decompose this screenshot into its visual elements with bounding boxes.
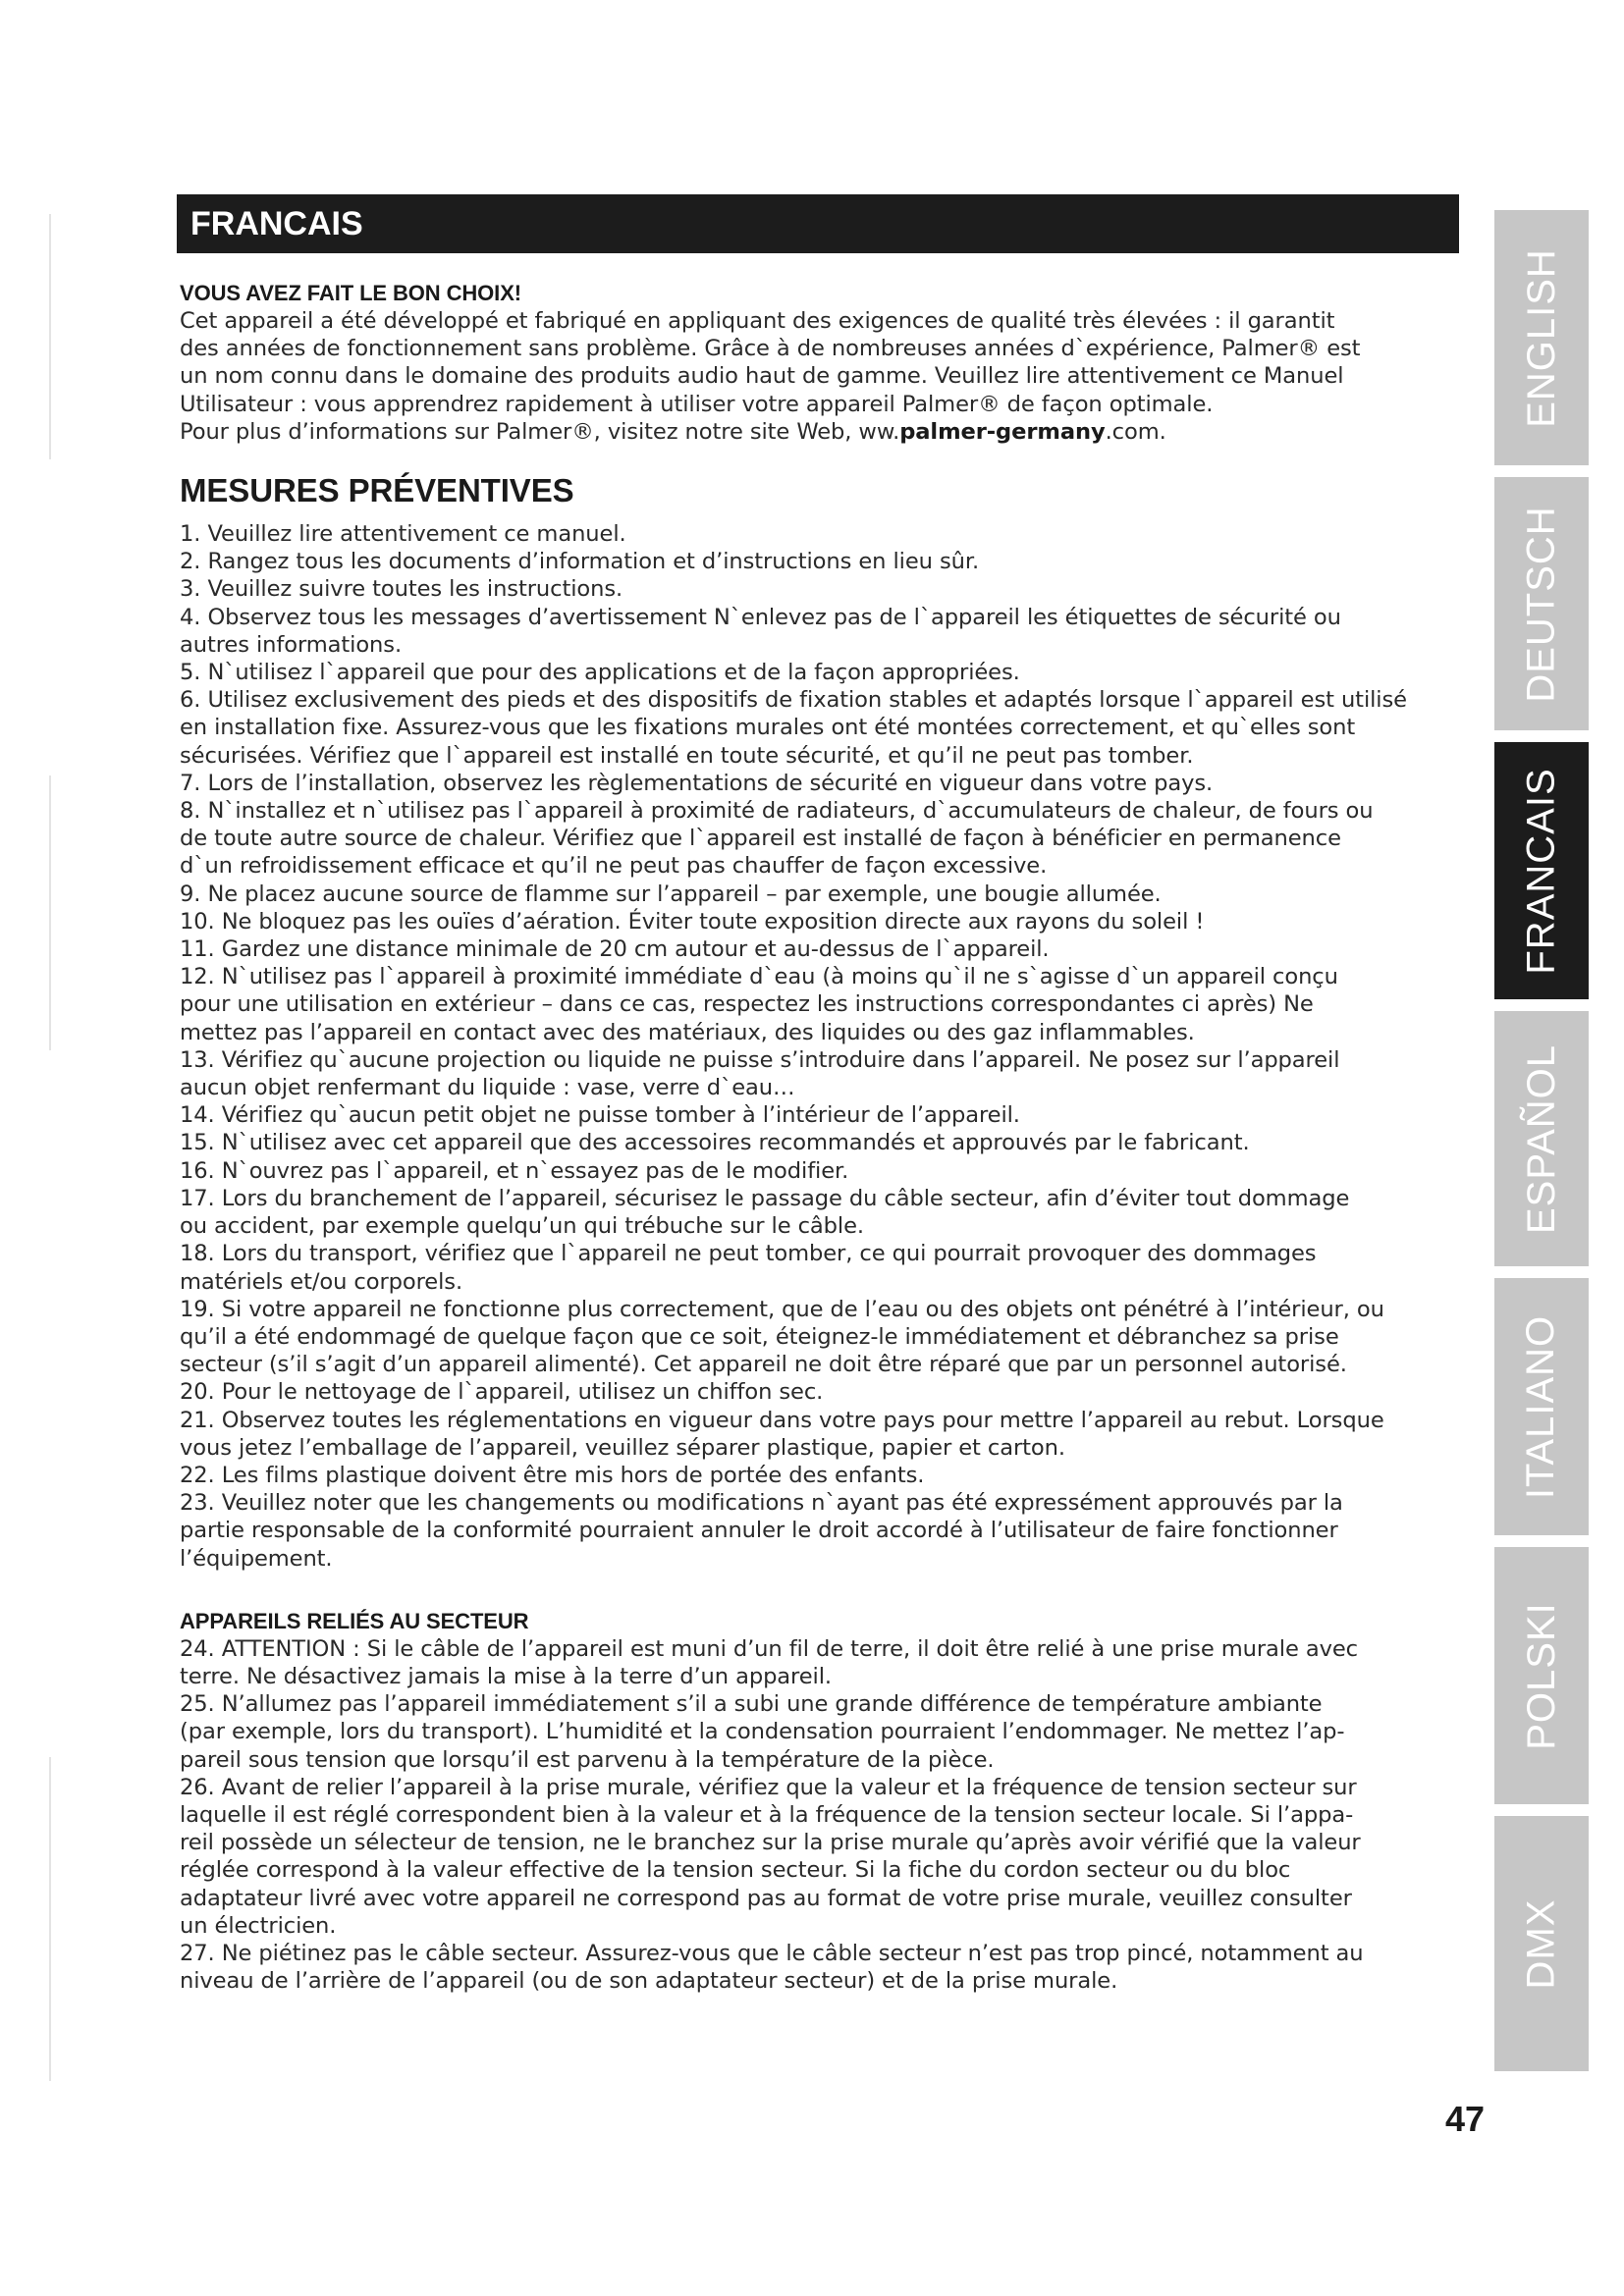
tab-label: POLSKI: [1519, 1601, 1563, 1750]
mains-line: 24. ATTENTION : Si le câble de l’appareil est muni d’un fil de terre, il doit être relié à une prise murale avec: [180, 1635, 1358, 1662]
preventive-line: d`un refroidissement efficace et qu’il ne peut pas chauffer de façon excessive.: [180, 853, 1048, 880]
preventive-line: l’équipement.: [180, 1545, 333, 1572]
main-content: [180, 280, 1469, 1995]
preventive-line: 22. Les films plastique doivent être mis hors de portée des enfants.: [180, 1462, 925, 1488]
preventive-line: 12. N`utilisez pas l`appareil à proximité immédiate d`eau (à moins qu`il ne s`agisse d`un appareil conçu: [180, 964, 1338, 990]
preventive-line: mettez pas l’appareil en contact avec des matériaux, des liquides ou des gaz inflammables.: [180, 1019, 1195, 1045]
preventive-line: 19. Si votre appareil ne fonctionne plus correctement, que de l’eau ou des objets ont pénétré à l’intérieur, ou: [180, 1296, 1384, 1322]
tab-francais[interactable]: [1494, 742, 1589, 999]
preventive-line: 17. Lors du branchement de l’appareil, sécurisez le passage du câble secteur, afin d’éviter tout dommage: [180, 1185, 1350, 1211]
preventive-line: 16. N`ouvrez pas l`appareil, et n`essayez pas de le modifier.: [180, 1157, 849, 1184]
preventive-line: 4. Observez tous les messages d’avertissement N`enlevez pas de l`appareil les étiquettes de sécurité ou: [180, 604, 1341, 630]
margin-rule-2: [49, 775, 51, 1050]
preventive-line: 14. Vérifiez qu`aucun petit objet ne puisse tomber à l’intérieur de l’appareil.: [180, 1102, 1020, 1129]
preventive-line: 8. N`installez et n`utilisez pas l`appareil à proximité de radiateurs, d`accumulateurs de chaleur, de fours ou: [180, 798, 1374, 825]
preventive-heading: MESURES PRÉVENTIVES: [180, 472, 574, 509]
preventive-line: en installation fixe. Assurez-vous que les fixations murales ont été montées correctement, et qu`elles sont: [180, 715, 1356, 741]
mains-line: 27. Ne piétinez pas le câble secteur. Assurez-vous que le câble secteur n’est pas trop pincé, notamment au: [180, 1940, 1364, 1966]
mains-line: reil possède un sélecteur de tension, ne le branchez sur la prise murale qu’après avoir vérifié que la valeur: [180, 1830, 1361, 1856]
mains-line: (par exemple, lors du transport). L’humidité et la condensation pourraient l’endommager. Ne mettez l’ap-: [180, 1719, 1345, 1745]
preventive-list: [180, 520, 1469, 1573]
preventive-line: 20. Pour le nettoyage de l`appareil, utilisez un chiffon sec.: [180, 1379, 824, 1406]
preventive-line: de toute autre source de chaleur. Vérifiez que l`appareil est installé de façon à bénéficier en permanence: [180, 826, 1341, 852]
preventive-line: autres informations.: [180, 631, 403, 658]
preventive-line: 21. Observez toutes les réglementations en vigueur dans votre pays pour mettre l’appareil au rebut. Lorsque: [180, 1407, 1384, 1433]
section-title-bar: [177, 194, 1459, 253]
tab-label: FRANCAIS: [1519, 767, 1563, 975]
mains-line: adaptateur livré avec votre appareil ne correspond pas au format de votre prise murale, veuillez consulter: [180, 1885, 1352, 1911]
tab-deutsch[interactable]: [1494, 477, 1589, 730]
tab-label: ENGLISH: [1519, 247, 1563, 428]
preventive-line: 11. Gardez une distance minimale de 20 cm autour et au-dessus de l`appareil.: [180, 936, 1050, 963]
website-domain: palmer-germany: [899, 418, 1106, 445]
intro-line: des années de fonctionnement sans problème. Grâce à de nombreuses années d`expérience, Palmer® est: [180, 336, 1361, 362]
website-prefix: Pour plus d’informations sur Palmer®, visitez notre site Web, ww.: [180, 418, 900, 445]
preventive-line: 10. Ne bloquez pas les ouïes d’aération. Éviter toute exposition directe aux rayons du soleil !: [180, 908, 1205, 934]
mains-list: [180, 1635, 1469, 1996]
page-number: 47: [1445, 2099, 1486, 2139]
preventive-line: 3. Veuillez suivre toutes les instructions.: [180, 576, 623, 603]
preventive-line: partie responsable de la conformité pourraient annuler le droit accordé à l’utilisateur de faire fonctionner: [180, 1518, 1338, 1544]
preventive-line: pour une utilisation en extérieur – dans ce cas, respectez les instructions correspondantes ci après) Ne: [180, 991, 1314, 1018]
tab-label: ESPAÑOL: [1519, 1043, 1563, 1234]
mains-line: 25. N’allumez pas l’appareil immédiatement s’il a subi une grande différence de température ambiante: [180, 1691, 1323, 1718]
preventive-line: matériels et/ou corporels.: [180, 1268, 463, 1295]
intro-line: Cet appareil a été développé et fabriqué en appliquant des exigences de qualité très élevées : il garantit: [180, 308, 1335, 334]
intro-line: un nom connu dans le domaine des produits audio haut de gamme. Veuillez lire attentivement ce Manuel: [180, 363, 1344, 390]
tab-dmx[interactable]: [1494, 1816, 1589, 2071]
preventive-line: 13. Vérifiez qu`aucune projection ou liquide ne puisse s’introduire dans l’appareil. Ne posez sur l’appareil: [180, 1046, 1340, 1073]
website-suffix: .com.: [1105, 418, 1166, 445]
website-line: [180, 418, 1469, 446]
preventive-line: secteur (s’il s’agit d’un appareil alimenté). Cet appareil ne doit être réparé que par un personnel autorisé.: [180, 1352, 1347, 1378]
intro-heading: VOUS AVEZ FAIT LE BON CHOIX!: [180, 281, 521, 305]
tab-polski[interactable]: [1494, 1547, 1589, 1804]
preventive-line: qu’il a été endommagé de quelque façon que ce soit, éteignez-le immédiatement et débranchez sa prise: [180, 1323, 1339, 1350]
tab-label: ITALIANO: [1519, 1314, 1563, 1499]
preventive-line: 15. N`utilisez avec cet appareil que des accessoires recommandés et approuvés par le fabricant.: [180, 1130, 1250, 1156]
tab-italiano[interactable]: [1494, 1278, 1589, 1535]
mains-line: un électricien.: [180, 1912, 337, 1939]
preventive-line: sécurisées. Vérifiez que l`appareil est installé en toute sécurité, et qu’il ne peut pas tomber.: [180, 742, 1194, 769]
preventive-line: 5. N`utilisez l`appareil que pour des applications et de la façon appropriées.: [180, 660, 1020, 686]
preventive-line: 1. Veuillez lire attentivement ce manuel.: [180, 521, 626, 548]
mains-line: 26. Avant de relier l’appareil à la prise murale, vérifiez que la valeur et la fréquence de tension secteur sur: [180, 1774, 1357, 1800]
preventive-line: vous jetez l’emballage de l’appareil, veuillez séparer plastique, papier et carton.: [180, 1434, 1065, 1461]
intro-line: Utilisateur : vous apprendrez rapidement à utiliser votre appareil Palmer® de façon optimale.: [180, 391, 1214, 417]
margin-rule-1: [49, 214, 51, 459]
mains-line: réglée correspond à la valeur effective de la tension secteur. Si la fiche du cordon secteur ou du bloc: [180, 1857, 1291, 1884]
preventive-line: 18. Lors du transport, vérifiez que l`appareil ne peut tomber, ce qui pourrait provoquer des dommages: [180, 1241, 1317, 1267]
tab-espanol[interactable]: [1494, 1011, 1589, 1266]
tab-label: DEUTSCH: [1519, 505, 1563, 703]
preventive-line: 23. Veuillez noter que les changements ou modifications n`ayant pas été expressément approuvés par la: [180, 1490, 1343, 1517]
mains-line: laquelle il est réglé correspondent bien à la valeur et à la fréquence de la tension secteur locale. Si l’appa-: [180, 1801, 1354, 1828]
mains-line: pareil sous tension que lorsqu’il est parvenu à la température de la pièce.: [180, 1746, 995, 1773]
mains-line: terre. Ne désactivez jamais la mise à la terre d’un appareil.: [180, 1663, 832, 1689]
mains-heading: APPAREILS RELIÉS AU SECTEUR: [180, 1608, 529, 1633]
preventive-line: aucun objet renfermant du liquide : vase, verre d`eau…: [180, 1075, 795, 1101]
preventive-line: 6. Utilisez exclusivement des pieds et des dispositifs de fixation stables et adaptés lorsque l`appareil est utilisé: [180, 687, 1407, 714]
tab-english[interactable]: [1494, 210, 1589, 465]
mains-line: niveau de l’arrière de l’appareil (ou de son adaptateur secteur) et de la prise murale.: [180, 1968, 1118, 1995]
preventive-line: 9. Ne placez aucune source de flamme sur l’appareil – par exemple, une bougie allumée.: [180, 881, 1162, 907]
preventive-line: ou accident, par exemple quelqu’un qui trébuche sur le câble.: [180, 1213, 864, 1240]
margin-rule-3: [49, 1757, 51, 2081]
tab-label: DMX: [1519, 1898, 1563, 1989]
preventive-line: 7. Lors de l’installation, observez les règlementations de sécurité en vigueur dans votre pays.: [180, 770, 1214, 796]
section-title: FRANCAIS: [190, 205, 363, 242]
preventive-line: 2. Rangez tous les documents d’information et d’instructions en lieu sûr.: [180, 549, 980, 575]
intro-section: [180, 280, 1469, 446]
